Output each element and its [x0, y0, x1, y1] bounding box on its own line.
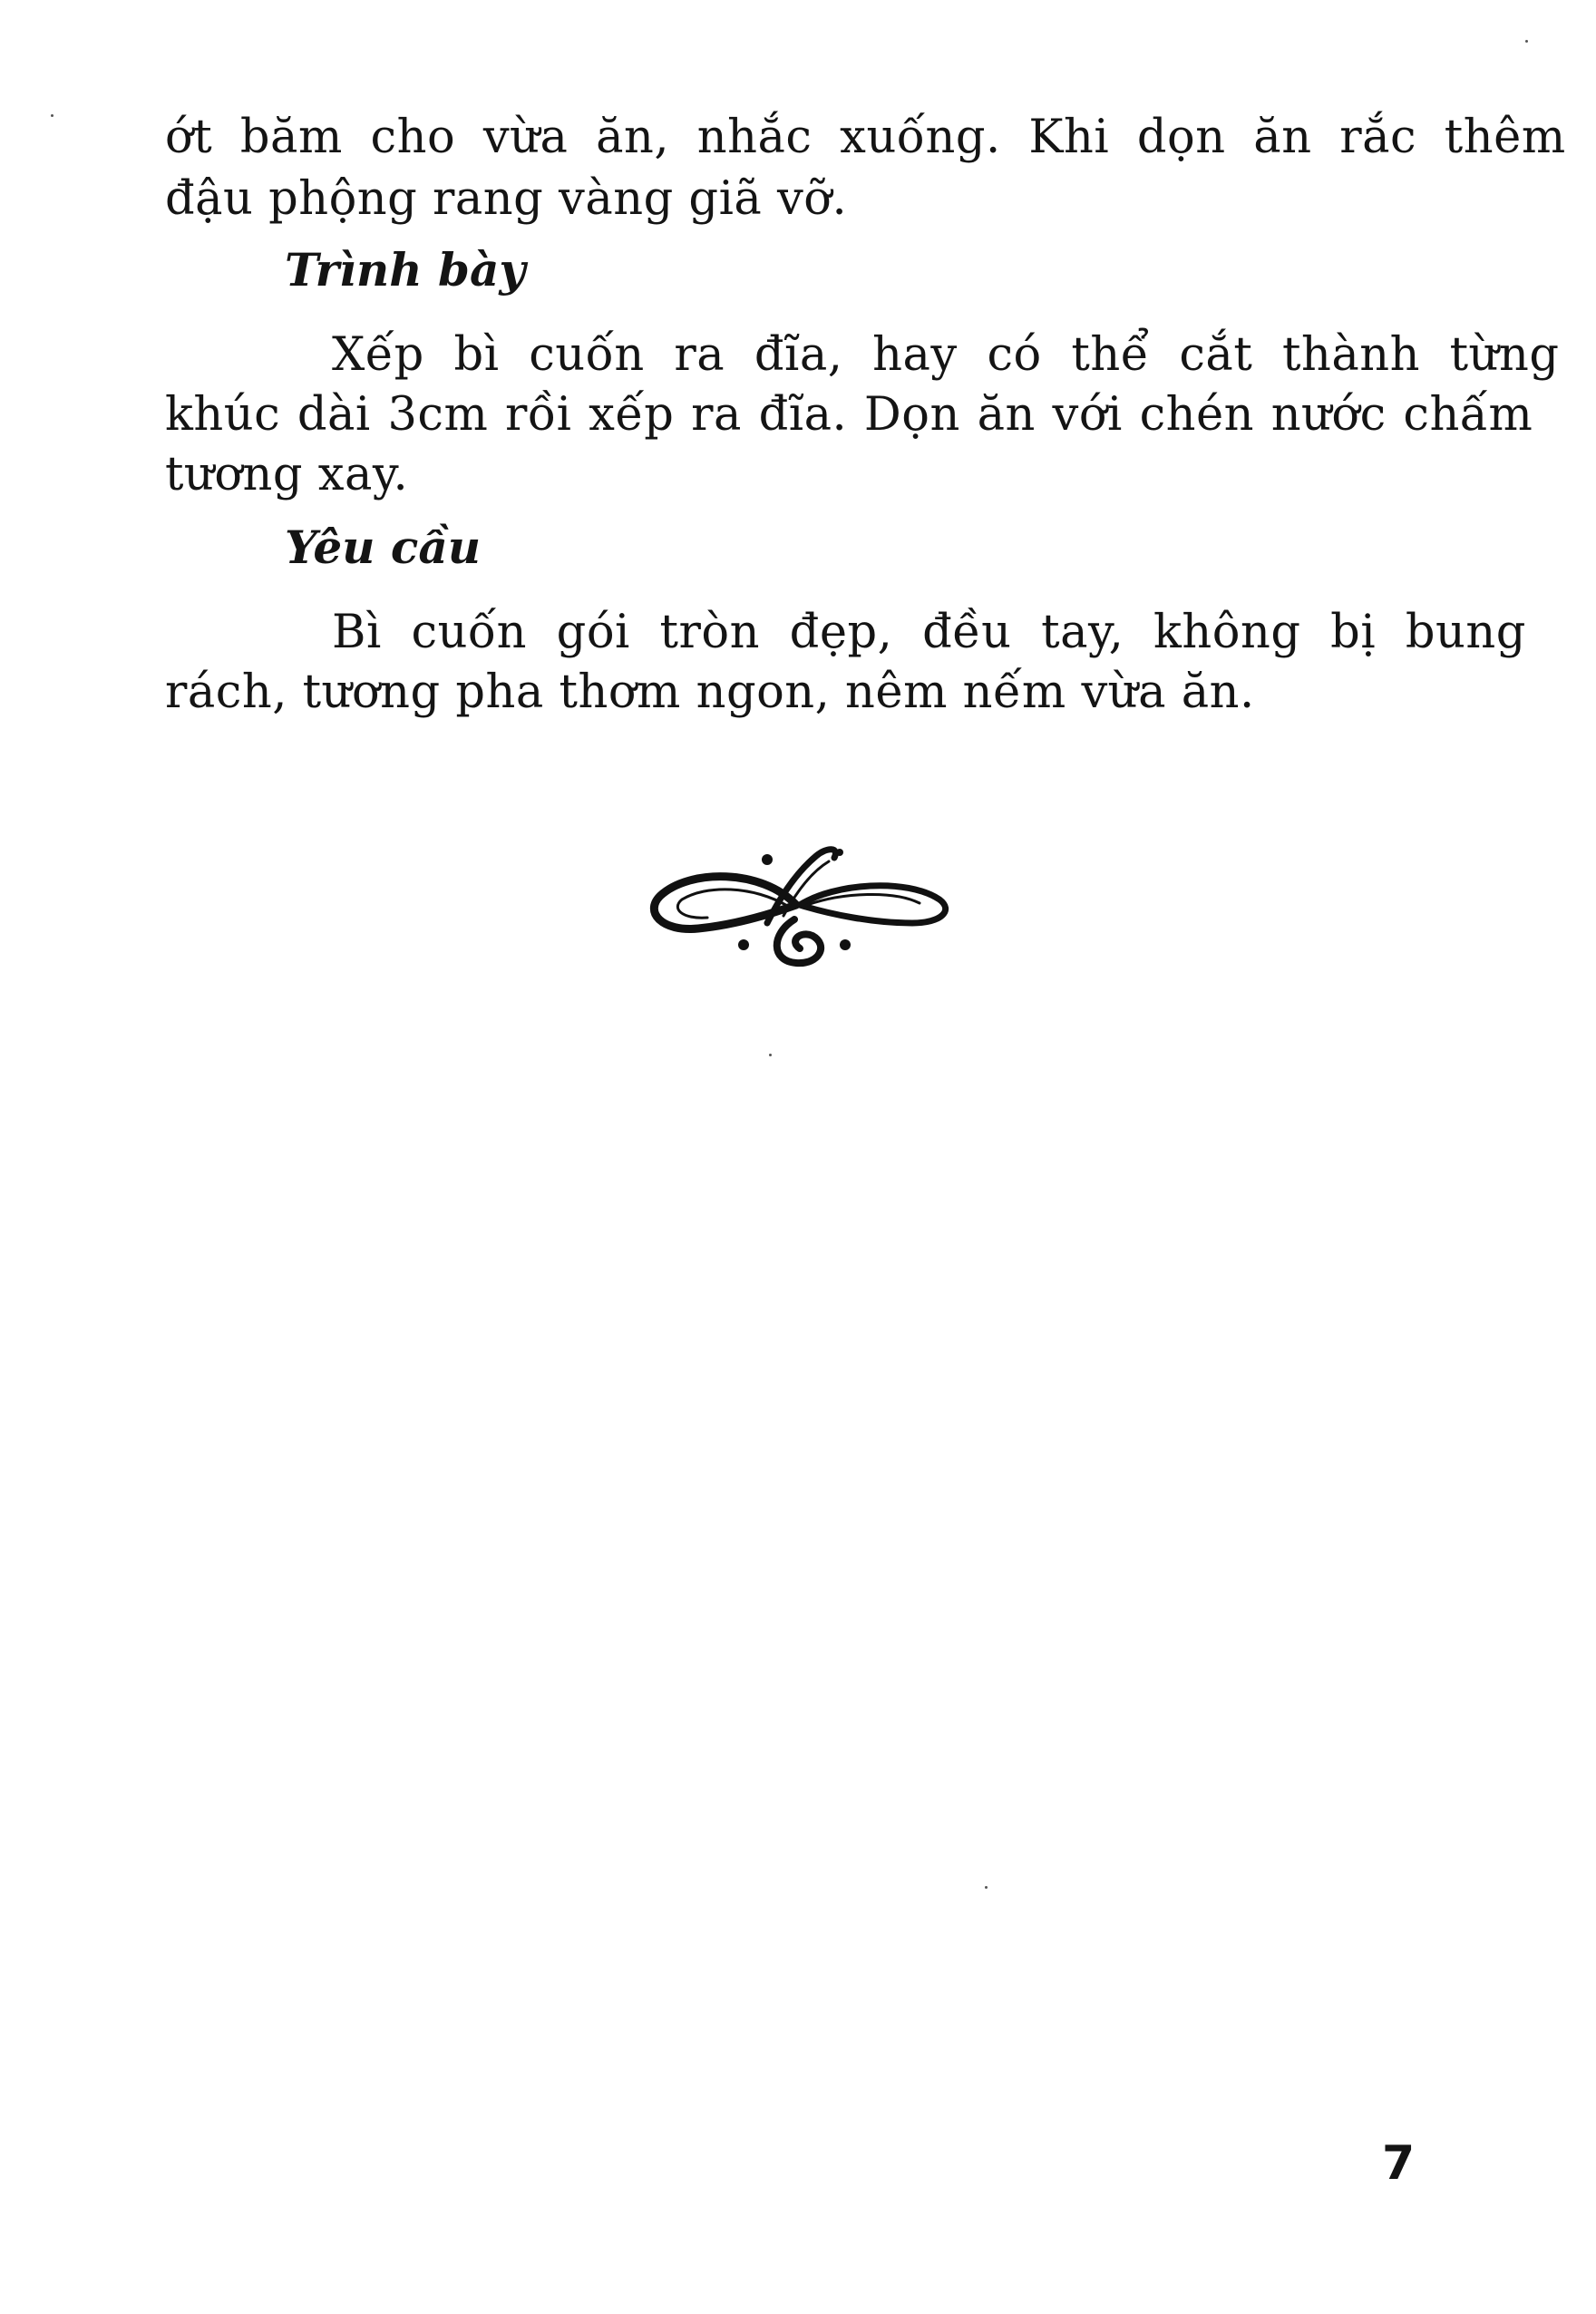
body-text-line: khúc dài 3cm rồi xếp ra đĩa. Dọn ăn với chén nước chấm: [165, 388, 1533, 442]
body-text-line: Bì cuốn gói tròn đẹp, đều tay, không bị bung: [332, 606, 1526, 659]
body-text-line: đậu phộng rang vàng giã vỡ.: [165, 172, 848, 226]
scan-speck: [985, 1886, 988, 1889]
body-text-line: ớt băm cho vừa ăn, nhắc xuống. Khi dọn ăn rắc thêm: [165, 111, 1566, 164]
decorative-flourish-icon: [635, 832, 961, 977]
body-text-line: rách, tương pha thơm ngon, nêm nếm vừa ăn.: [165, 666, 1255, 719]
page-number: 7: [1382, 2136, 1416, 2191]
scan-speck: [1525, 40, 1528, 43]
section-heading-requirements: Yêu cầu: [285, 520, 482, 574]
body-text-line: Xếp bì cuốn ra đĩa, hay có thể cắt thành từng: [332, 328, 1560, 382]
scan-speck: [51, 114, 54, 117]
body-text-line: tương xay.: [165, 448, 409, 501]
scan-speck: [769, 1054, 772, 1056]
section-heading-presentation: Trình bày: [285, 243, 526, 297]
